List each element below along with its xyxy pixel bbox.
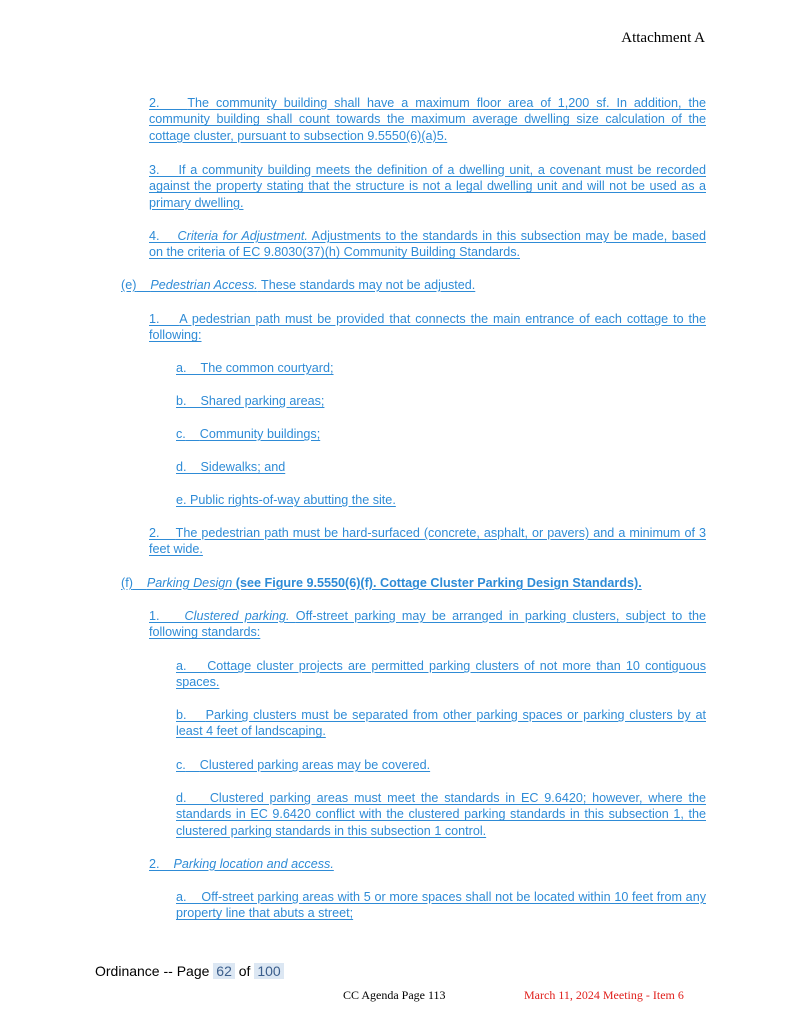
list-item-e1a: a. The common courtyard; xyxy=(176,361,334,375)
page-of-label: of xyxy=(238,963,251,979)
list-item-f1a: a. Cottage cluster projects are permitted parking clusters of not more than 10 contiguous spaces. xyxy=(176,659,706,690)
paragraph-f1: 1. Clustered parking. Off-street parking may be arranged in parking clusters, subject to the following standards: xyxy=(149,609,707,640)
page-current-field: 62 xyxy=(213,963,235,979)
list-item-e1b: b. Shared parking areas; xyxy=(176,394,325,408)
paragraph-e2: 2. The pedestrian path must be hard-surfaced (concrete, asphalt, or pavers) and a minimum of 3 feet wide. xyxy=(149,526,706,557)
page-total-field: 100 xyxy=(254,963,283,979)
list-item-e1e: e. Public rights-of-way abutting the site. xyxy=(176,493,396,507)
paragraph-f2: 2. Parking location and access. xyxy=(149,857,334,871)
ordinance-page-footer xyxy=(95,963,284,979)
section-e-heading: (e) Pedestrian Access. These standards may not be adjusted. xyxy=(121,278,476,292)
paragraph-4: 4. Criteria for Adjustment. Adjustments to the standards in this subsection may be made, based on the criteria of EC 9.8030(37)(h) Community Building Standards. xyxy=(149,229,707,260)
agenda-page-label: CC Agenda Page 113 xyxy=(343,988,446,1002)
list-item-f2a: a. Off-street parking areas with 5 or more spaces shall not be located within 10 feet from any property line that abuts a street; xyxy=(176,890,706,921)
list-item-f1b: b. Parking clusters must be separated from other parking spaces or parking clusters by at least 4 feet of landscaping. xyxy=(176,708,706,739)
ordinance-page-label: Ordinance -- Page xyxy=(95,963,210,979)
paragraph-e1: 1. A pedestrian path must be provided that connects the main entrance of each cottage to the following: xyxy=(149,312,706,343)
paragraph-2: 2. The community building shall have a maximum floor area of 1,200 sf. In addition, the community building shall count towards the maximum average dwelling size calculation of the cottage cluster, pursuant to subsection 9.5550(6)(a)5. xyxy=(149,96,706,143)
section-f-heading: (f) Parking Design (see Figure 9.5550(6)(f). Cottage Cluster Parking Design Standards). xyxy=(121,576,642,590)
list-item-e1d: d. Sidewalks; and xyxy=(176,460,286,474)
paragraph-3: 3. If a community building meets the definition of a dwelling unit, a covenant must be recorded against the property stating that the structure is not a legal dwelling unit and will not be used as a primary dwelling. xyxy=(149,163,706,210)
list-item-f1d: d. Clustered parking areas must meet the standards in EC 9.6420; however, where the standards in EC 9.6420 conflict with the clustered parking standards in this subsection 1, the clustered parking standards in this subsection 1 control. xyxy=(176,791,707,838)
list-item-f1c: c. Clustered parking areas may be covered. xyxy=(176,758,431,772)
list-item-e1c: c. Community buildings; xyxy=(176,427,321,441)
attachment-label: Attachment A xyxy=(621,30,705,46)
meeting-label: March 11, 2024 Meeting - Item 6 xyxy=(524,988,684,1002)
